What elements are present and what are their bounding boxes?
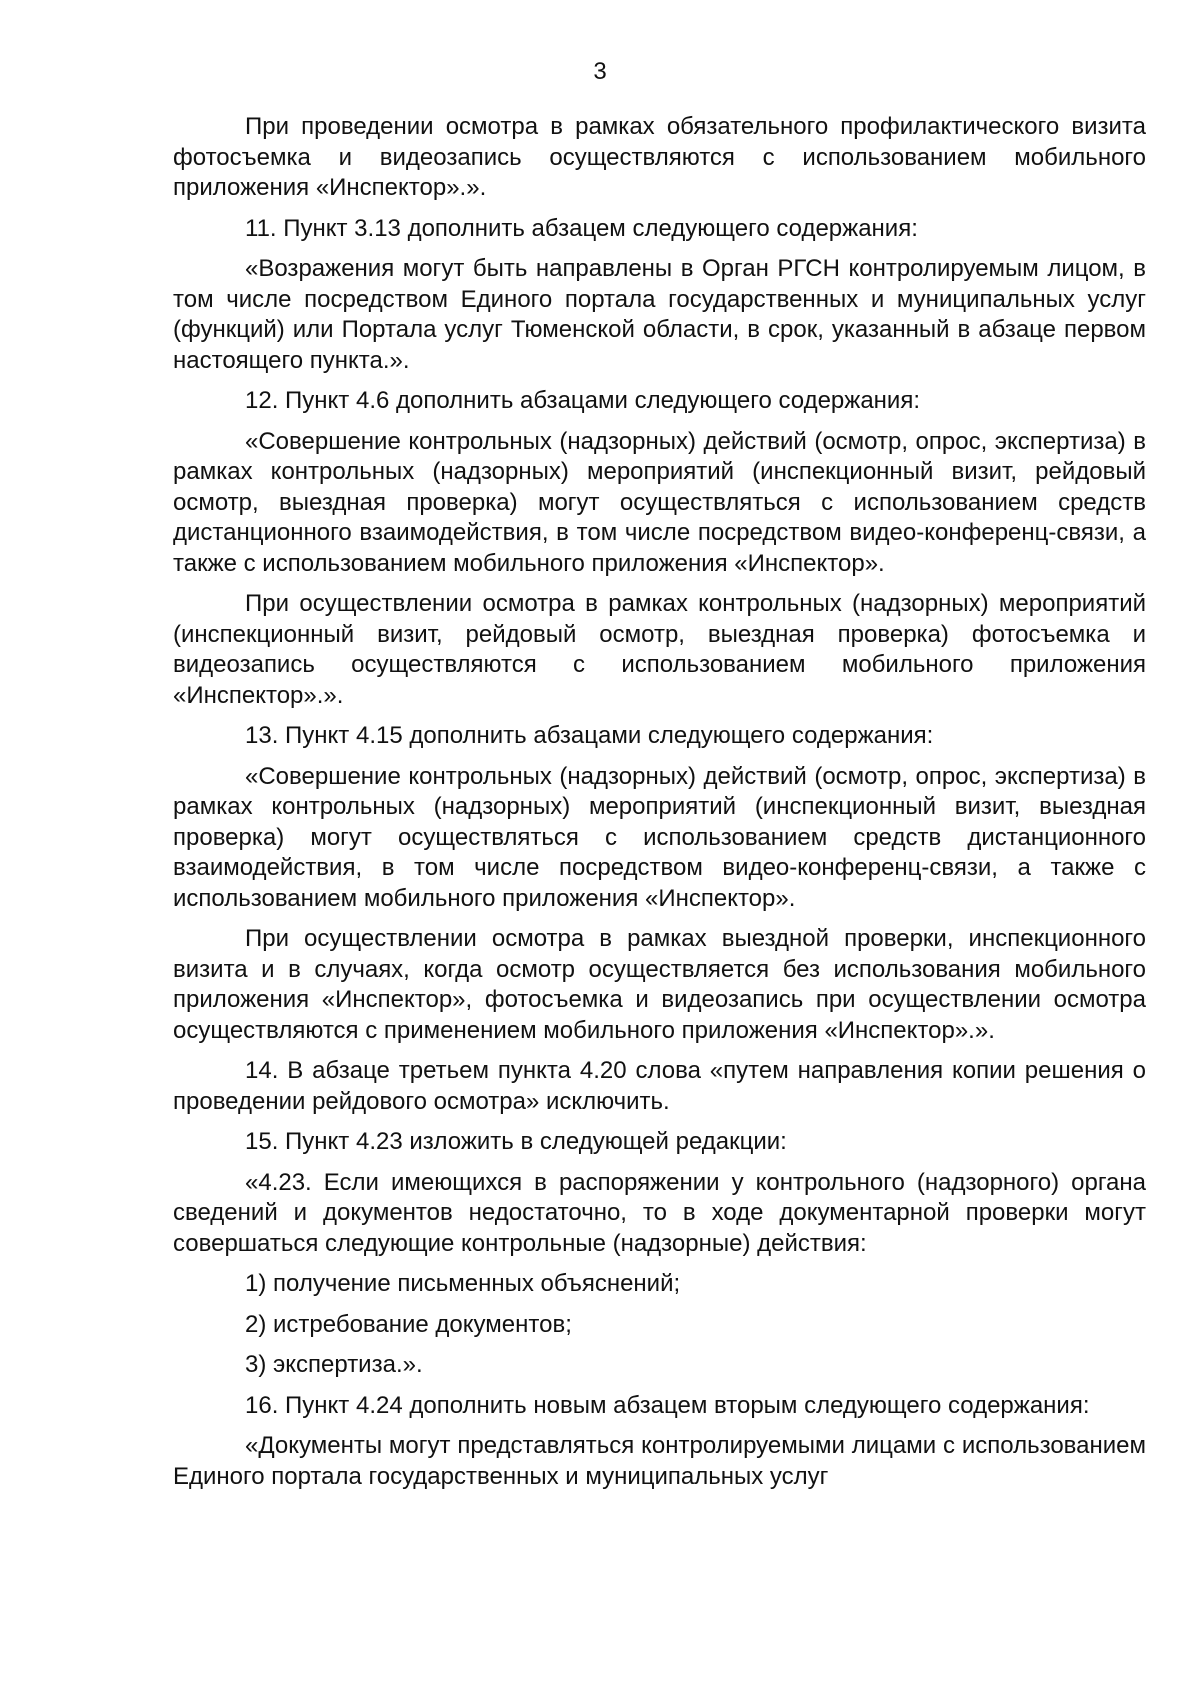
page-number: 3 — [593, 58, 607, 85]
document-body — [173, 112, 1146, 1502]
paragraph: 14. В абзаце третьем пункта 4.20 слова «путем направления копии решения о проведении рейдового осмотра» исключить. — [173, 1057, 1146, 1115]
paragraph: При осуществлении осмотра в рамках выездной проверки, инспекционного визита и в случаях, когда осмотр осуществляется без использования мобильного приложения «Инспектор», фотосъемка и видеозапись при осуществлении осмотра осуществляются с применением мобильного приложения «Инспектор».». — [173, 925, 1146, 1044]
paragraph: 12. Пункт 4.6 дополнить абзацами следующего содержания: — [245, 387, 920, 414]
paragraph: «Возражения могут быть направлены в Орган РГСН контролируемым лицом, в том числе посредством Единого портала государственных и муниципальных услуг (функций) или Портала услуг Тюменской области, в срок, указанный в абзаце первом настоящего пункта.». — [173, 255, 1146, 374]
paragraph: 13. Пункт 4.15 дополнить абзацами следующего содержания: — [245, 722, 934, 749]
paragraph: При осуществлении осмотра в рамках контрольных (надзорных) мероприятий (инспекционный визит, рейдовый осмотр, выездная проверка) фотосъемка и видеозапись осуществляются с использованием мобильного приложения «Инспектор».». — [173, 590, 1146, 709]
paragraph: «Совершение контрольных (надзорных) действий (осмотр, опрос, экспертиза) в рамках контрольных (надзорных) мероприятий (инспекционный визит, рейдовый осмотр, выездная проверка) могут осуществляться с использованием средств дистанционного взаимодействия, в том числе посредством видео-конференц-связи, а также с использованием мобильного приложения «Инспектор». — [173, 427, 1146, 577]
paragraph: При проведении осмотра в рамках обязательного профилактического визита фотосъемка и видеозапись осуществляются с использованием мобильного приложения «Инспектор».». — [173, 113, 1146, 201]
paragraph: «4.23. Если имеющихся в распоряжении у контрольного (надзорного) органа сведений и документов недостаточно, то в ходе документарной проверки могут совершаться следующие контрольные (надзорные) действия: — [173, 1168, 1146, 1257]
paragraph: «Совершение контрольных (надзорных) действий (осмотр, опрос, экспертиза) в рамках контрольных (надзорных) мероприятий (инспекционный визит, выездная проверка) могут осуществляться с использованием средств дистанционного взаимодействия, в том числе посредством видео-конференц-связи, а также с использованием мобильного приложения «Инспектор». — [173, 762, 1146, 912]
paragraph: «Документы могут представляться контролируемыми лицами с использованием Единого портала государственных и муниципальных услуг — [173, 1432, 1146, 1490]
paragraph: 3) экспертиза.». — [245, 1351, 423, 1378]
paragraph: 11. Пункт 3.13 дополнить абзацем следующего содержания: — [245, 214, 918, 242]
paragraph: 1) получение письменных объяснений; — [245, 1270, 681, 1297]
paragraph: 15. Пункт 4.23 изложить в следующей редакции: — [245, 1128, 787, 1155]
paragraph: 2) истребование документов; — [245, 1310, 572, 1338]
paragraph: 16. Пункт 4.24 дополнить новым абзацем вторым следующего содержания: — [245, 1391, 1090, 1419]
